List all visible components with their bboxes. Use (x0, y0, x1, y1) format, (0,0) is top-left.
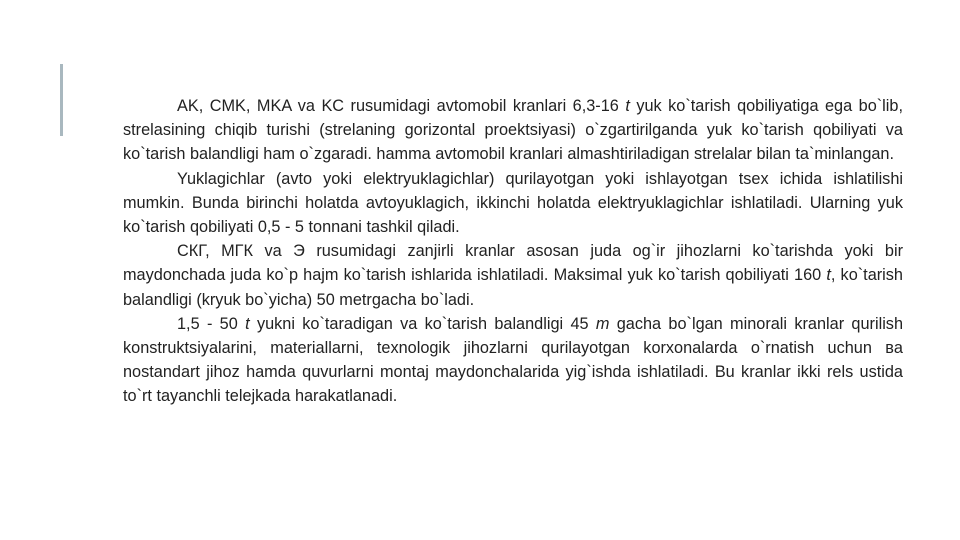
paragraph-text: СКГ, МГК va Э rusumidagi zanjirli kranlar asosan juda og`ir jihozlarni ko`tarishda yoki bir maydonchada juda ko`p hajm ko`tarish ishlarida ishlatiladi. Maksimal yuk ko`tarish qobiliyati 160 (123, 242, 903, 285)
paragraph-text: yukni ko`taradigan va ko`tarish balandligi 45 (249, 314, 596, 333)
paragraph-text: 1,5 - 50 (177, 314, 246, 333)
slide-accent-bar (60, 64, 63, 136)
unit-meter: m (595, 314, 610, 333)
unit-ton: t (245, 314, 250, 333)
paragraph-text: gacha bo`lgan minorali kranlar qurilish konstruktsiyalarini, materiallarni, texnologik jihozlarni qurilayotgan korxonalarda o`rnatish uchun вa nostandart jihoz hamda quvurlarni montaj maydonchalarida yig`ishda ishlatiladi. Bu kranlar ikki rels ustida to`rt tayanchli telejkada harakatlanadi. (123, 314, 904, 406)
paragraph-text: , ko`tarish balandligi (kryuk bo`yicha) 50 metrgacha bo`ladi. (123, 266, 903, 309)
slide-body-text (123, 94, 903, 409)
paragraph-minorali-kranlar (123, 312, 903, 409)
unit-ton: t (826, 266, 831, 285)
paragraph-zanjirli-kranlar (123, 239, 903, 312)
paragraph-avtomobil-kranlari (123, 94, 903, 167)
paragraph-text: Yuklagichlar (avto yoki elektryuklagichlar) qurilayotgan yoki ishlayotgan tsex ichida ishlatilishi mumkin. Bunda birinchi holatda avtoyuklagich, ikkinchi holatda elektryuklagichlar ishlatiladi. Ularning yuk ko`tarish qobiliyati 0,5 - 5 tonnani tashkil qiladi. (123, 169, 903, 237)
paragraph-yuklagichlar (123, 167, 903, 240)
paragraph-text: AK, CMK, MKA va KC rusumidagi avtomobil kranlari 6,3-16 (177, 97, 626, 115)
paragraph-text: yuk ko`tarish qobiliyatiga ega bo`lib, strelasining chiqib turishi (strelaning gorizontal proektsiyasi) o`zgartirilganda yuk ko`tarish qobiliyati va ko`tarish balandligi ham o`zgaradi. hamma avtomobil kranlari almashtiriladigan strelalar bilan ta`minlangan. (123, 97, 903, 164)
unit-ton: t (625, 97, 630, 115)
